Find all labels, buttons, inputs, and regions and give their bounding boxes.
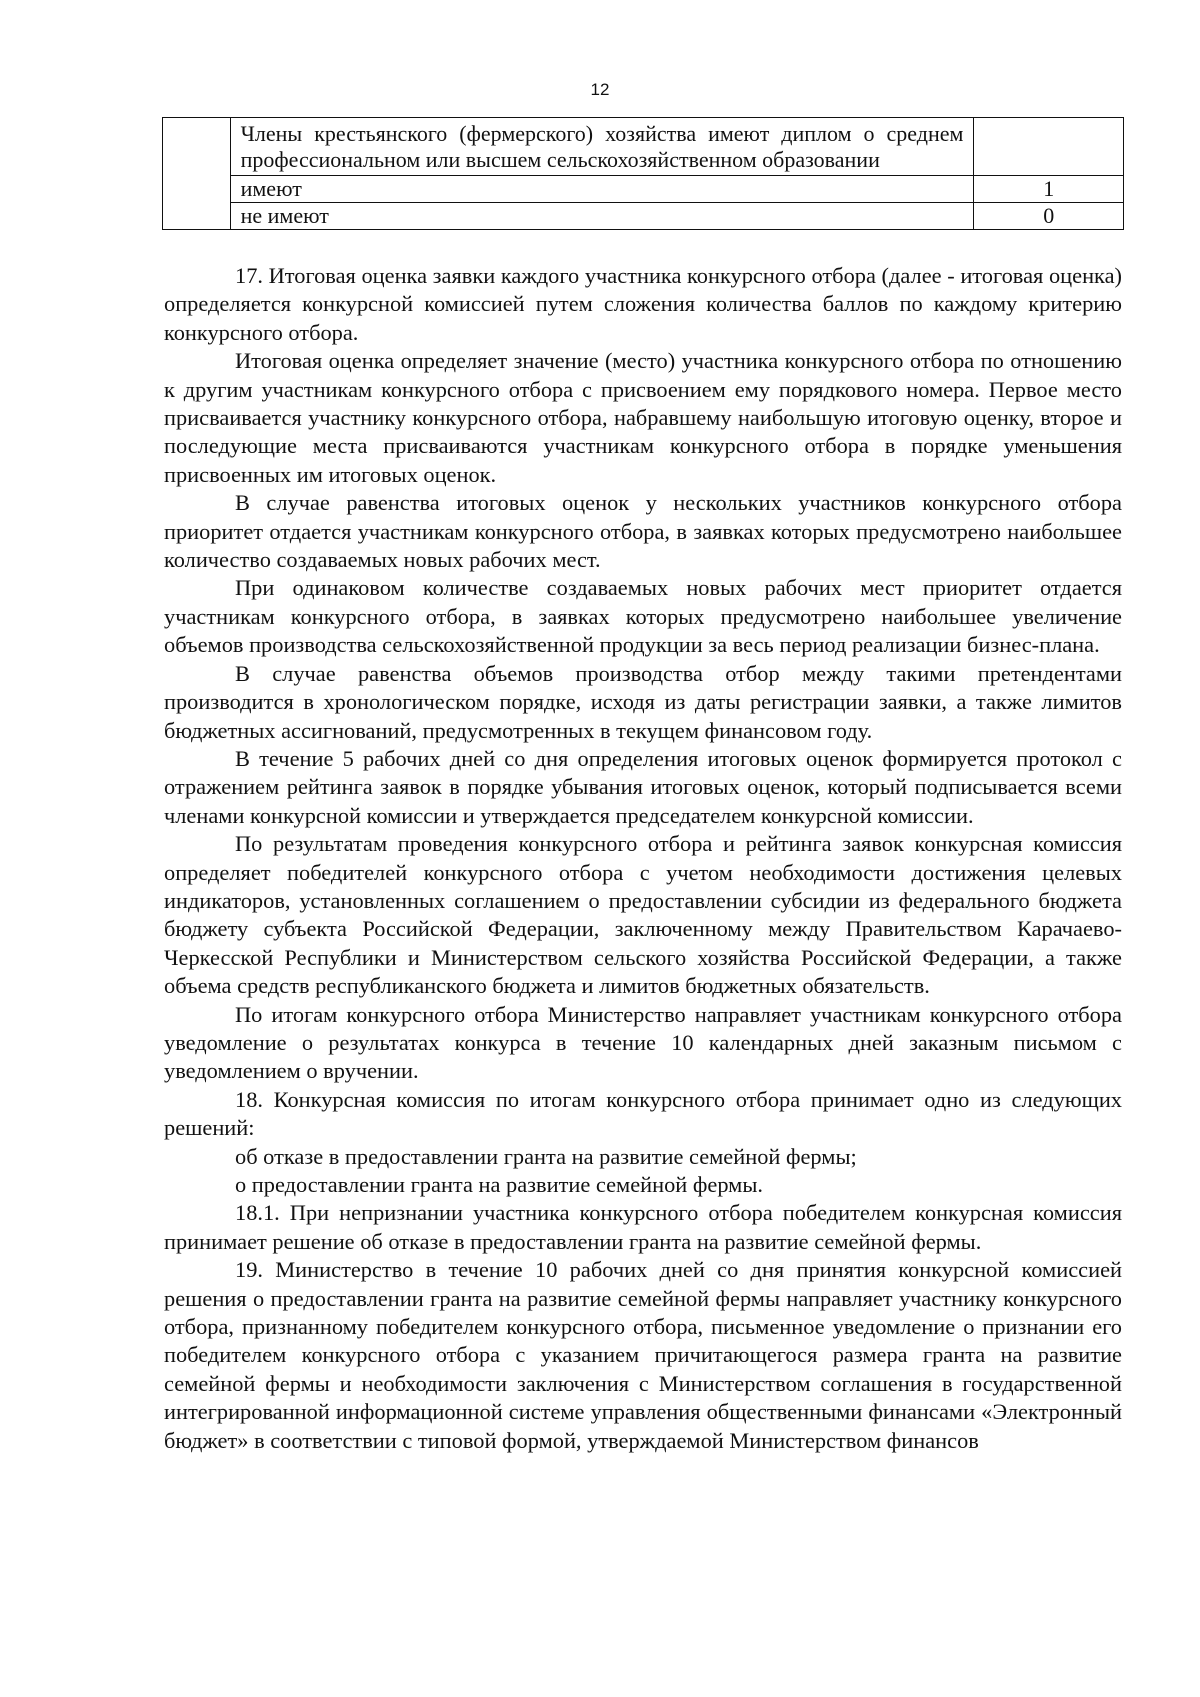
paragraph: Итоговая оценка определяет значение (место) участника конкурсного отбора по отношению к другим участникам конкурсного отбора с присвоением ему порядкового номера. Первое место присваивается участнику конкурсного отбора, набравшему наибольшую итоговую оценку, второе и последующие места присваиваются участникам конкурсного отбора в порядке уменьшения присвоенных им итоговых оценок. bbox=[164, 348, 1122, 487]
decision-option-refusal: об отказе в предоставлении гранта на развитие семейной фермы; bbox=[235, 1143, 857, 1169]
document-body bbox=[164, 262, 1122, 1455]
paragraph: В течение 5 рабочих дней со дня определения итоговых оценок формируется протокол с отражением рейтинга заявок в порядке убывания итоговых оценок, который подписывается всеми членами конкурсной комиссии и утверждается председателем конкурсной комиссии. bbox=[164, 745, 1122, 828]
table-cell-option-label: не имеют bbox=[230, 203, 974, 230]
table-row-criterion bbox=[163, 118, 1124, 176]
page-number: 12 bbox=[590, 80, 610, 99]
table-cell-option-score: 1 bbox=[974, 176, 1124, 203]
paragraph-18: 18. Конкурсная комиссия по итогам конкурсного отбора принимает одно из следующих решений: bbox=[164, 1086, 1122, 1141]
table-row bbox=[163, 203, 1124, 230]
table-cell-criterion-score bbox=[974, 118, 1124, 176]
paragraph-19: 19. Министерство в течение 10 рабочих дней со дня принятия конкурсной комиссией решения о предоставлении гранта на развитие семейной фермы направляет участнику конкурсного отбора, признанному победителем конкурсного отбора, письменное уведомление о признании его победителем конкурсного отбора с указанием причитающегося размера гранта на развитие семейной фермы и необходимости заключения с Министерством соглашения в государственной интегрированной информационной системе управления общественными финансами «Электронный бюджет» в соответствии с типовой формой, утверждаемой Министерством финансов bbox=[164, 1257, 1122, 1453]
paragraph: В случае равенства объемов производства отбор между такими претендентами производится в хронологическом порядке, исходя из даты регистрации заявки, а также лимитов бюджетных ассигнований, предусмотренных в текущем финансовом году. bbox=[164, 660, 1122, 743]
criteria-table bbox=[162, 117, 1124, 230]
table-cell-criterion-text: Члены крестьянского (фермерского) хозяйства имеют диплом о среднем профессиональном или высшем сельскохозяйственном образовании bbox=[230, 118, 974, 176]
paragraph: При одинаковом количестве создаваемых новых рабочих мест приоритет отдается участникам конкурсного отбора, в заявках которых предусмотрено наибольшее увеличение объемов производства сельскохозяйственной продукции за весь период реализации бизнес-плана. bbox=[164, 575, 1122, 658]
paragraph: По итогам конкурсного отбора Министерство направляет участникам конкурсного отбора уведомление о результатах конкурса в течение 10 календарных дней заказным письмом с уведомлением о вручении. bbox=[164, 1001, 1122, 1084]
paragraph-17: 17. Итоговая оценка заявки каждого участника конкурсного отбора (далее - итоговая оценка) определяется конкурсной комиссией путем сложения количества баллов по каждому критерию конкурсного отбора. bbox=[164, 263, 1122, 345]
table-row bbox=[163, 176, 1124, 203]
table-cell-index bbox=[163, 118, 231, 230]
paragraph: По результатам проведения конкурсного отбора и рейтинга заявок конкурсная комиссия определяет победителей конкурсного отбора с учетом необходимости достижения целевых индикаторов, установленных соглашением о предоставлении субсидии из федерального бюджета бюджету субъекта Российской Федерации, заключенному между Правительством Карачаево-Черкесской Республики и Министерством сельского хозяйства Российской Федерации, а также объема средств республиканского бюджета и лимитов бюджетных обязательств. bbox=[164, 831, 1122, 999]
paragraph: В случае равенства итоговых оценок у нескольких участников конкурсного отбора приоритет отдается участникам конкурсного отбора, в заявках которых предусмотрено наибольшее количество создаваемых новых рабочих мест. bbox=[164, 490, 1122, 573]
decision-option-grant: о предоставлении гранта на развитие семейной фермы. bbox=[235, 1172, 763, 1197]
table-cell-option-score: 0 bbox=[974, 203, 1124, 230]
table-cell-option-label: имеют bbox=[230, 176, 974, 203]
paragraph-18-1: 18.1. При непризнании участника конкурсного отбора победителем конкурсная комиссия принимает решение об отказе в предоставлении гранта на развитие семейной фермы. bbox=[164, 1200, 1122, 1254]
